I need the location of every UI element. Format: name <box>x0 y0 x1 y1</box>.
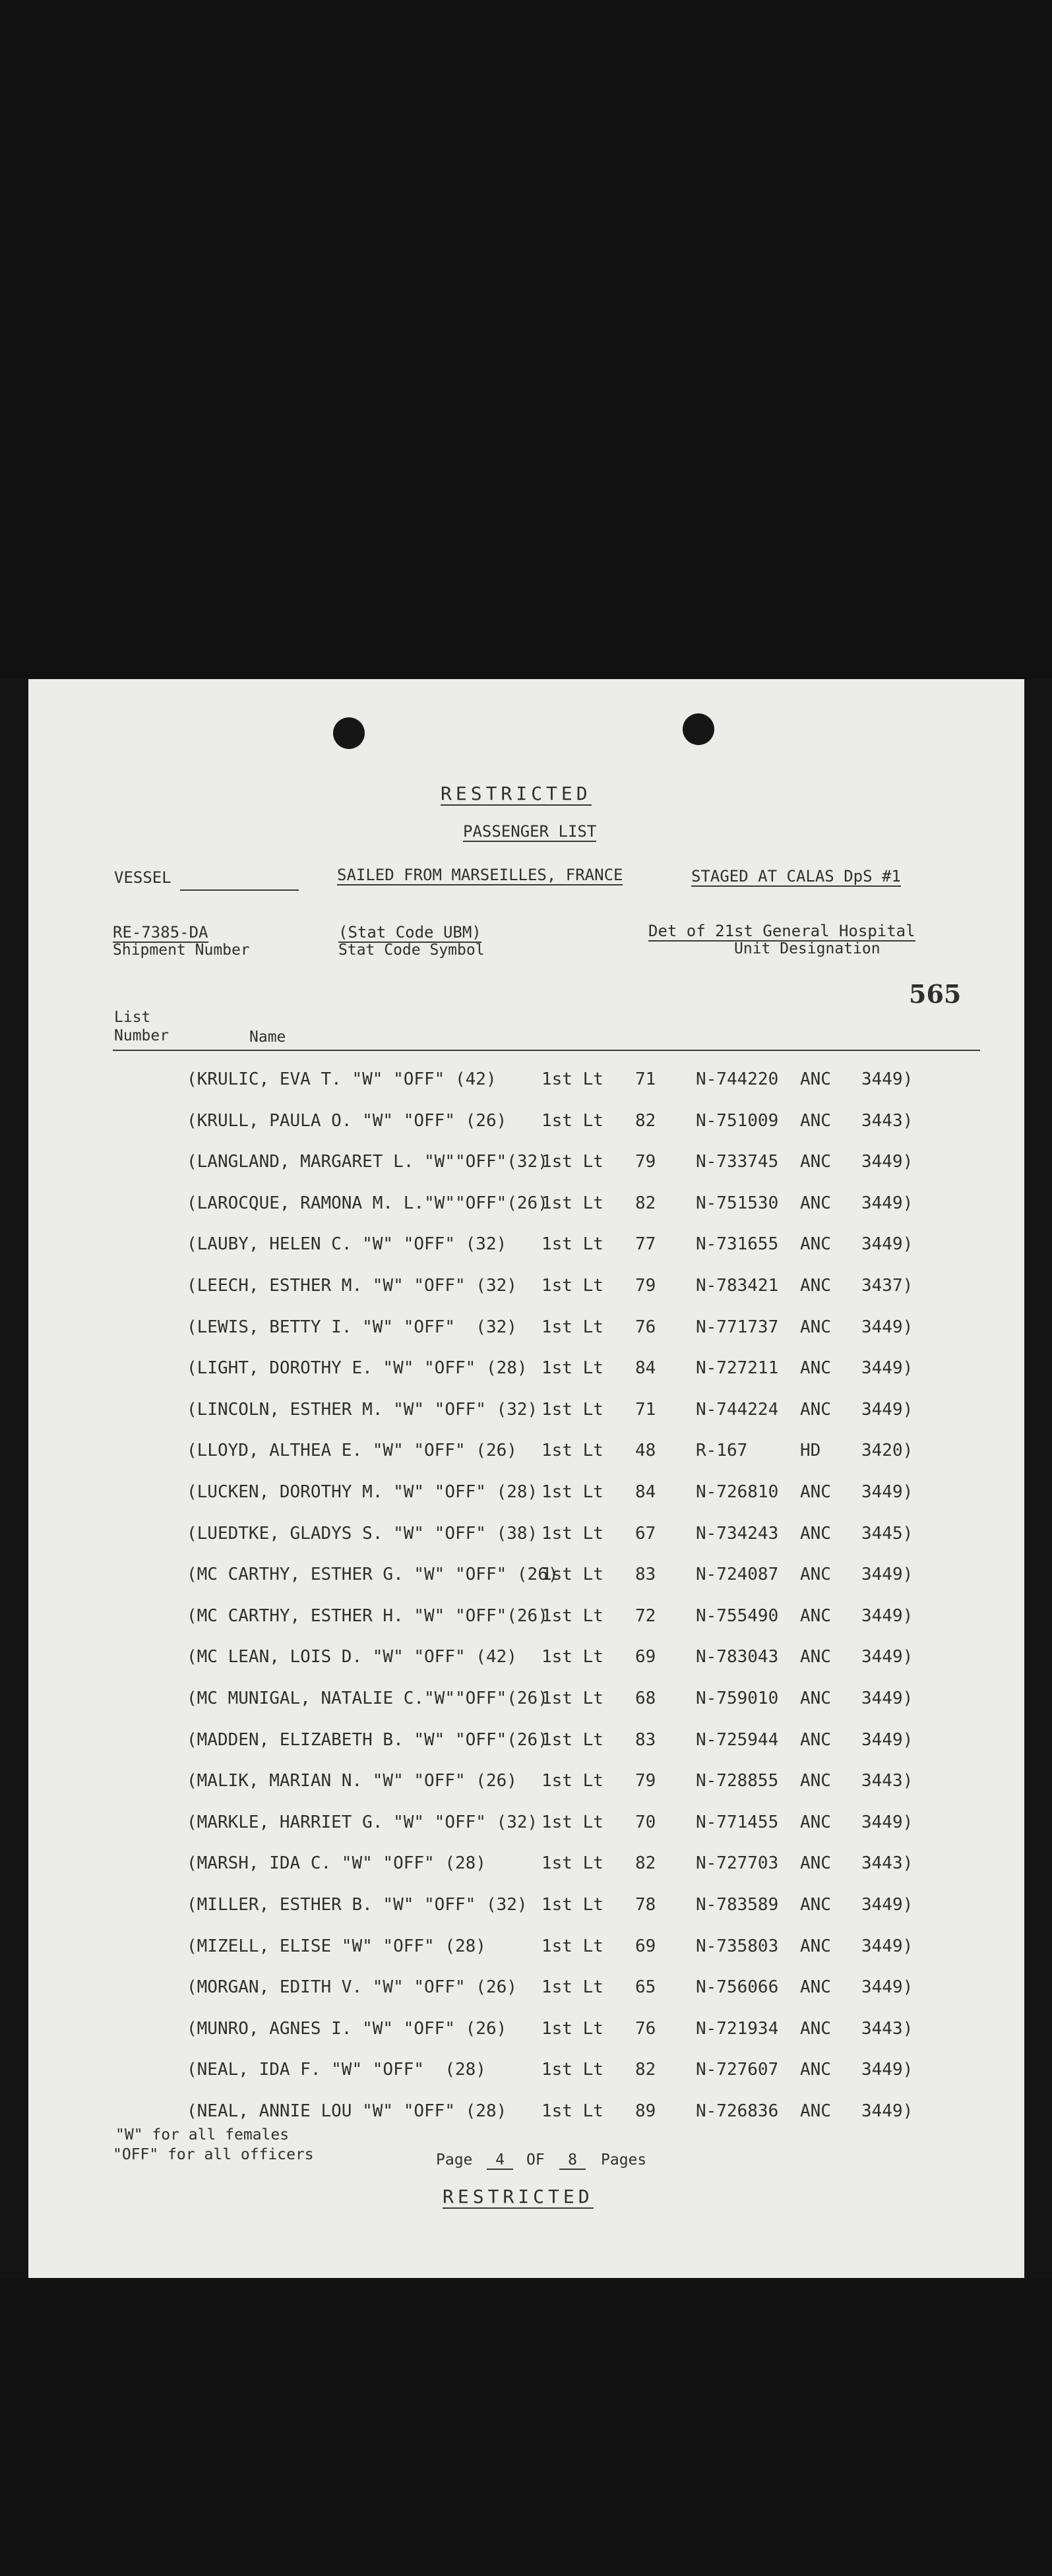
passenger-code: 78 <box>635 1895 656 1915</box>
passenger-name: (MILLER, ESTHER B. "W" "OFF" (32) <box>187 1895 528 1915</box>
header-rule <box>113 1050 980 1051</box>
passenger-rank: 1st Lt <box>541 1730 603 1750</box>
passenger-name: (MALIK, MARIAN N. "W" "OFF" (26) <box>187 1771 517 1791</box>
passenger-rank: 1st Lt <box>541 1482 603 1502</box>
passenger-serial: N-783589 <box>696 1895 779 1915</box>
passenger-name: (KRULL, PAULA O. "W" "OFF" (26) <box>187 1111 507 1131</box>
passenger-name: (LINCOLN, ESTHER M. "W" "OFF" (32) <box>187 1400 538 1420</box>
page-stamp-number: 565 <box>909 979 962 1009</box>
passenger-branch: ANC <box>800 1647 831 1667</box>
passenger-branch: ANC <box>800 1771 831 1791</box>
passenger-branch: ANC <box>800 1853 831 1873</box>
passenger-code: 79 <box>635 1152 656 1172</box>
passenger-code: 89 <box>635 2101 656 2121</box>
passenger-branch: ANC <box>800 2101 831 2121</box>
name-column-label: Name <box>249 1029 286 1046</box>
passenger-branch: ANC <box>800 2060 831 2080</box>
staged-at: STAGED AT CALAS DpS #1 <box>691 867 901 885</box>
passenger-ssn: 3449) <box>861 1895 913 1915</box>
page-label: Page <box>436 2151 473 2169</box>
passenger-code: 83 <box>635 1730 656 1750</box>
passenger-rank: 1st Lt <box>541 1647 603 1667</box>
passenger-ssn: 3443) <box>861 2019 913 2039</box>
passenger-serial: N-783421 <box>696 1276 779 1296</box>
passenger-code: 76 <box>635 2019 656 2039</box>
passenger-code: 84 <box>635 1358 656 1378</box>
passenger-name: (LEWIS, BETTY I. "W" "OFF" (32) <box>187 1317 517 1337</box>
restricted-footer: RESTRICTED <box>443 2186 594 2207</box>
passenger-branch: ANC <box>800 1193 831 1213</box>
list-number-label-2: Number <box>114 1027 170 1044</box>
passenger-code: 82 <box>635 1193 656 1213</box>
passenger-rank: 1st Lt <box>541 1193 603 1213</box>
passenger-code: 76 <box>635 1317 656 1337</box>
passenger-rank: 1st Lt <box>541 1069 603 1089</box>
passenger-rank: 1st Lt <box>541 1853 603 1873</box>
passenger-branch: ANC <box>800 1111 831 1131</box>
passenger-name: (LANGLAND, MARGARET L. "W""OFF"(32) <box>187 1152 548 1172</box>
passenger-name: (MC CARTHY, ESTHER G. "W" "OFF" (26) <box>187 1565 559 1584</box>
passenger-serial: N-751530 <box>696 1193 779 1213</box>
passenger-name: (MADDEN, ELIZABETH B. "W" "OFF"(26) <box>187 1730 548 1750</box>
passenger-name: (MC LEAN, LOIS D. "W" "OFF" (42) <box>187 1647 517 1667</box>
passenger-code: 72 <box>635 1606 656 1626</box>
passenger-branch: ANC <box>800 1234 831 1254</box>
passenger-serial: N-726810 <box>696 1482 779 1502</box>
passenger-serial: N-721934 <box>696 2019 779 2039</box>
passenger-name: (MC CARTHY, ESTHER H. "W" "OFF"(26) <box>187 1606 548 1626</box>
passenger-code: 48 <box>635 1441 656 1460</box>
passenger-branch: ANC <box>800 1358 831 1378</box>
passenger-serial: N-751009 <box>696 1111 779 1131</box>
passenger-code: 82 <box>635 1853 656 1873</box>
passenger-ssn: 3449) <box>861 1730 913 1750</box>
legend-females: "W" for all females <box>115 2126 290 2143</box>
passenger-ssn: 3449) <box>861 2101 913 2121</box>
passenger-serial: N-731655 <box>696 1234 779 1254</box>
passenger-code: 68 <box>635 1689 656 1708</box>
passenger-rank: 1st Lt <box>541 2060 603 2080</box>
passenger-ssn: 3443) <box>861 1771 913 1791</box>
passenger-ssn: 3443) <box>861 1853 913 1873</box>
passenger-ssn: 3449) <box>861 1234 913 1254</box>
film-border-bottom <box>0 2278 1052 2576</box>
passenger-code: 82 <box>635 1111 656 1131</box>
shipment-number-label: Shipment Number <box>113 942 250 959</box>
passenger-ssn: 3449) <box>861 1358 913 1378</box>
passenger-name: (LAROCQUE, RAMONA M. L."W""OFF"(26) <box>187 1193 548 1213</box>
passenger-ssn: 3449) <box>861 1647 913 1667</box>
shipment-number: RE-7385-DA <box>113 923 208 942</box>
passenger-serial: N-727607 <box>696 2060 779 2080</box>
passenger-serial: N-726836 <box>696 2101 779 2121</box>
passenger-name: (LUCKEN, DOROTHY M. "W" "OFF" (28) <box>187 1482 538 1502</box>
passenger-name: (LUEDTKE, GLADYS S. "W" "OFF" (38) <box>187 1524 538 1543</box>
vessel-label: VESSEL <box>114 868 171 887</box>
passenger-code: 70 <box>635 1812 656 1832</box>
passenger-rank: 1st Lt <box>541 1317 603 1337</box>
passenger-branch: ANC <box>800 1606 831 1626</box>
passenger-serial: N-783043 <box>696 1647 779 1667</box>
passenger-branch: ANC <box>800 1977 831 1997</box>
passenger-name: (MARKLE, HARRIET G. "W" "OFF" (32) <box>187 1812 538 1832</box>
passenger-name: (MORGAN, EDITH V. "W" "OFF" (26) <box>187 1977 517 1997</box>
passenger-serial: N-735803 <box>696 1936 779 1956</box>
passenger-serial: N-728855 <box>696 1771 779 1791</box>
passenger-branch: ANC <box>800 1895 831 1915</box>
total-pages: 8 <box>559 2151 586 2170</box>
passenger-branch: ANC <box>800 2019 831 2039</box>
unit-designation-label: Unit Designation <box>734 940 881 957</box>
passenger-rank: 1st Lt <box>541 1812 603 1832</box>
passenger-serial: N-733745 <box>696 1152 779 1172</box>
passenger-serial: N-771455 <box>696 1812 779 1832</box>
passenger-serial: N-744220 <box>696 1069 779 1089</box>
passenger-code: 71 <box>635 1069 656 1089</box>
passenger-name: (LAUBY, HELEN C. "W" "OFF" (32) <box>187 1234 507 1254</box>
passenger-rank: 1st Lt <box>541 1152 603 1172</box>
passenger-ssn: 3449) <box>861 1812 913 1832</box>
passenger-rank: 1st Lt <box>541 1936 603 1956</box>
passenger-branch: ANC <box>800 1400 831 1420</box>
legend-officers: "OFF" for all officers <box>113 2146 314 2163</box>
passenger-branch: ANC <box>800 1730 831 1750</box>
passenger-rank: 1st Lt <box>541 1234 603 1254</box>
passenger-serial: N-771737 <box>696 1317 779 1337</box>
passenger-rank: 1st Lt <box>541 1771 603 1791</box>
passenger-name: (KRULIC, EVA T. "W" "OFF" (42) <box>187 1069 497 1089</box>
passenger-branch: ANC <box>800 1689 831 1708</box>
passenger-ssn: 3449) <box>861 1193 913 1213</box>
passenger-branch: HD <box>800 1441 821 1460</box>
passenger-branch: ANC <box>800 1936 831 1956</box>
passenger-ssn: 3449) <box>861 1977 913 1997</box>
passenger-rank: 1st Lt <box>541 1400 603 1420</box>
stat-code-label: Stat Code Symbol <box>338 942 485 959</box>
document-page <box>28 679 1024 2278</box>
passenger-serial: N-727211 <box>696 1358 779 1378</box>
passenger-rank: 1st Lt <box>541 1524 603 1543</box>
passenger-ssn: 3449) <box>861 2060 913 2080</box>
passenger-ssn: 3449) <box>861 1689 913 1708</box>
passenger-branch: ANC <box>800 1565 831 1584</box>
passenger-branch: ANC <box>800 1276 831 1296</box>
passenger-rank: 1st Lt <box>541 2019 603 2039</box>
passenger-code: 79 <box>635 1771 656 1791</box>
passenger-branch: ANC <box>800 1524 831 1543</box>
passenger-code: 79 <box>635 1276 656 1296</box>
passenger-name: (MUNRO, AGNES I. "W" "OFF" (26) <box>187 2019 507 2039</box>
passenger-code: 65 <box>635 1977 656 1997</box>
passenger-ssn: 3449) <box>861 1565 913 1584</box>
passenger-rank: 1st Lt <box>541 1895 603 1915</box>
passenger-branch: ANC <box>800 1812 831 1832</box>
punch-hole-right <box>683 713 714 745</box>
passenger-serial: N-744224 <box>696 1400 779 1420</box>
passenger-name: (MC MUNIGAL, NATALIE C."W""OFF"(26) <box>187 1689 548 1708</box>
passenger-rank: 1st Lt <box>541 1565 603 1584</box>
passenger-name: (MARSH, IDA C. "W" "OFF" (28) <box>187 1853 486 1873</box>
restricted-header: RESTRICTED <box>441 783 592 804</box>
document-title: PASSENGER LIST <box>463 822 597 841</box>
passenger-ssn: 3449) <box>861 1069 913 1089</box>
stat-code: (Stat Code UBM) <box>338 923 481 942</box>
passenger-code: 83 <box>635 1565 656 1584</box>
film-border-top <box>0 0 1052 679</box>
passenger-ssn: 3449) <box>861 1152 913 1172</box>
passenger-rank: 1st Lt <box>541 1689 603 1708</box>
passenger-code: 69 <box>635 1936 656 1956</box>
passenger-ssn: 3449) <box>861 1482 913 1502</box>
passenger-ssn: 3443) <box>861 1111 913 1131</box>
passenger-name: (NEAL, ANNIE LOU "W" "OFF" (28) <box>187 2101 507 2121</box>
passenger-rank: 1st Lt <box>541 2101 603 2121</box>
of-label: OF <box>526 2151 545 2169</box>
passenger-code: 77 <box>635 1234 656 1254</box>
passenger-code: 71 <box>635 1400 656 1420</box>
unit-designation: Det of 21st General Hospital <box>648 922 915 940</box>
passenger-code: 84 <box>635 1482 656 1502</box>
passenger-name: (NEAL, IDA F. "W" "OFF" (28) <box>187 2060 486 2080</box>
passenger-code: 69 <box>635 1647 656 1667</box>
passenger-serial: N-755490 <box>696 1606 779 1626</box>
passenger-name: (MIZELL, ELISE "W" "OFF" (28) <box>187 1936 486 1956</box>
page-number: 4 <box>487 2151 513 2170</box>
passenger-rank: 1st Lt <box>541 1977 603 1997</box>
passenger-serial: N-727703 <box>696 1853 779 1873</box>
passenger-code: 67 <box>635 1524 656 1543</box>
passenger-rank: 1st Lt <box>541 1358 603 1378</box>
passenger-name: (LEECH, ESTHER M. "W" "OFF" (32) <box>187 1276 517 1296</box>
passenger-branch: ANC <box>800 1152 831 1172</box>
passenger-ssn: 3449) <box>861 1606 913 1626</box>
passenger-ssn: 3449) <box>861 1317 913 1337</box>
passenger-name: (LLOYD, ALTHEA E. "W" "OFF" (26) <box>187 1441 517 1460</box>
passenger-branch: ANC <box>800 1317 831 1337</box>
passenger-serial: N-724087 <box>696 1565 779 1584</box>
passenger-ssn: 3420) <box>861 1441 913 1460</box>
vessel-blank-line <box>180 889 299 891</box>
passenger-ssn: 3437) <box>861 1276 913 1296</box>
pages-label: Pages <box>601 2151 647 2169</box>
passenger-branch: ANC <box>800 1482 831 1502</box>
passenger-rank: 1st Lt <box>541 1606 603 1626</box>
sailed-from: SAILED FROM MARSEILLES, FRANCE <box>337 866 623 884</box>
passenger-serial: N-759010 <box>696 1689 779 1708</box>
list-number-label-1: List <box>114 1009 151 1026</box>
passenger-serial: R-167 <box>696 1441 748 1460</box>
passenger-rank: 1st Lt <box>541 1441 603 1460</box>
passenger-rank: 1st Lt <box>541 1111 603 1131</box>
passenger-ssn: 3449) <box>861 1936 913 1956</box>
passenger-serial: N-725944 <box>696 1730 779 1750</box>
passenger-serial: N-756066 <box>696 1977 779 1997</box>
passenger-ssn: 3449) <box>861 1400 913 1420</box>
passenger-serial: N-734243 <box>696 1524 779 1543</box>
passenger-code: 82 <box>635 2060 656 2080</box>
passenger-name: (LIGHT, DOROTHY E. "W" "OFF" (28) <box>187 1358 528 1378</box>
passenger-branch: ANC <box>800 1069 831 1089</box>
passenger-ssn: 3445) <box>861 1524 913 1543</box>
punch-hole-left <box>333 717 365 749</box>
passenger-rank: 1st Lt <box>541 1276 603 1296</box>
